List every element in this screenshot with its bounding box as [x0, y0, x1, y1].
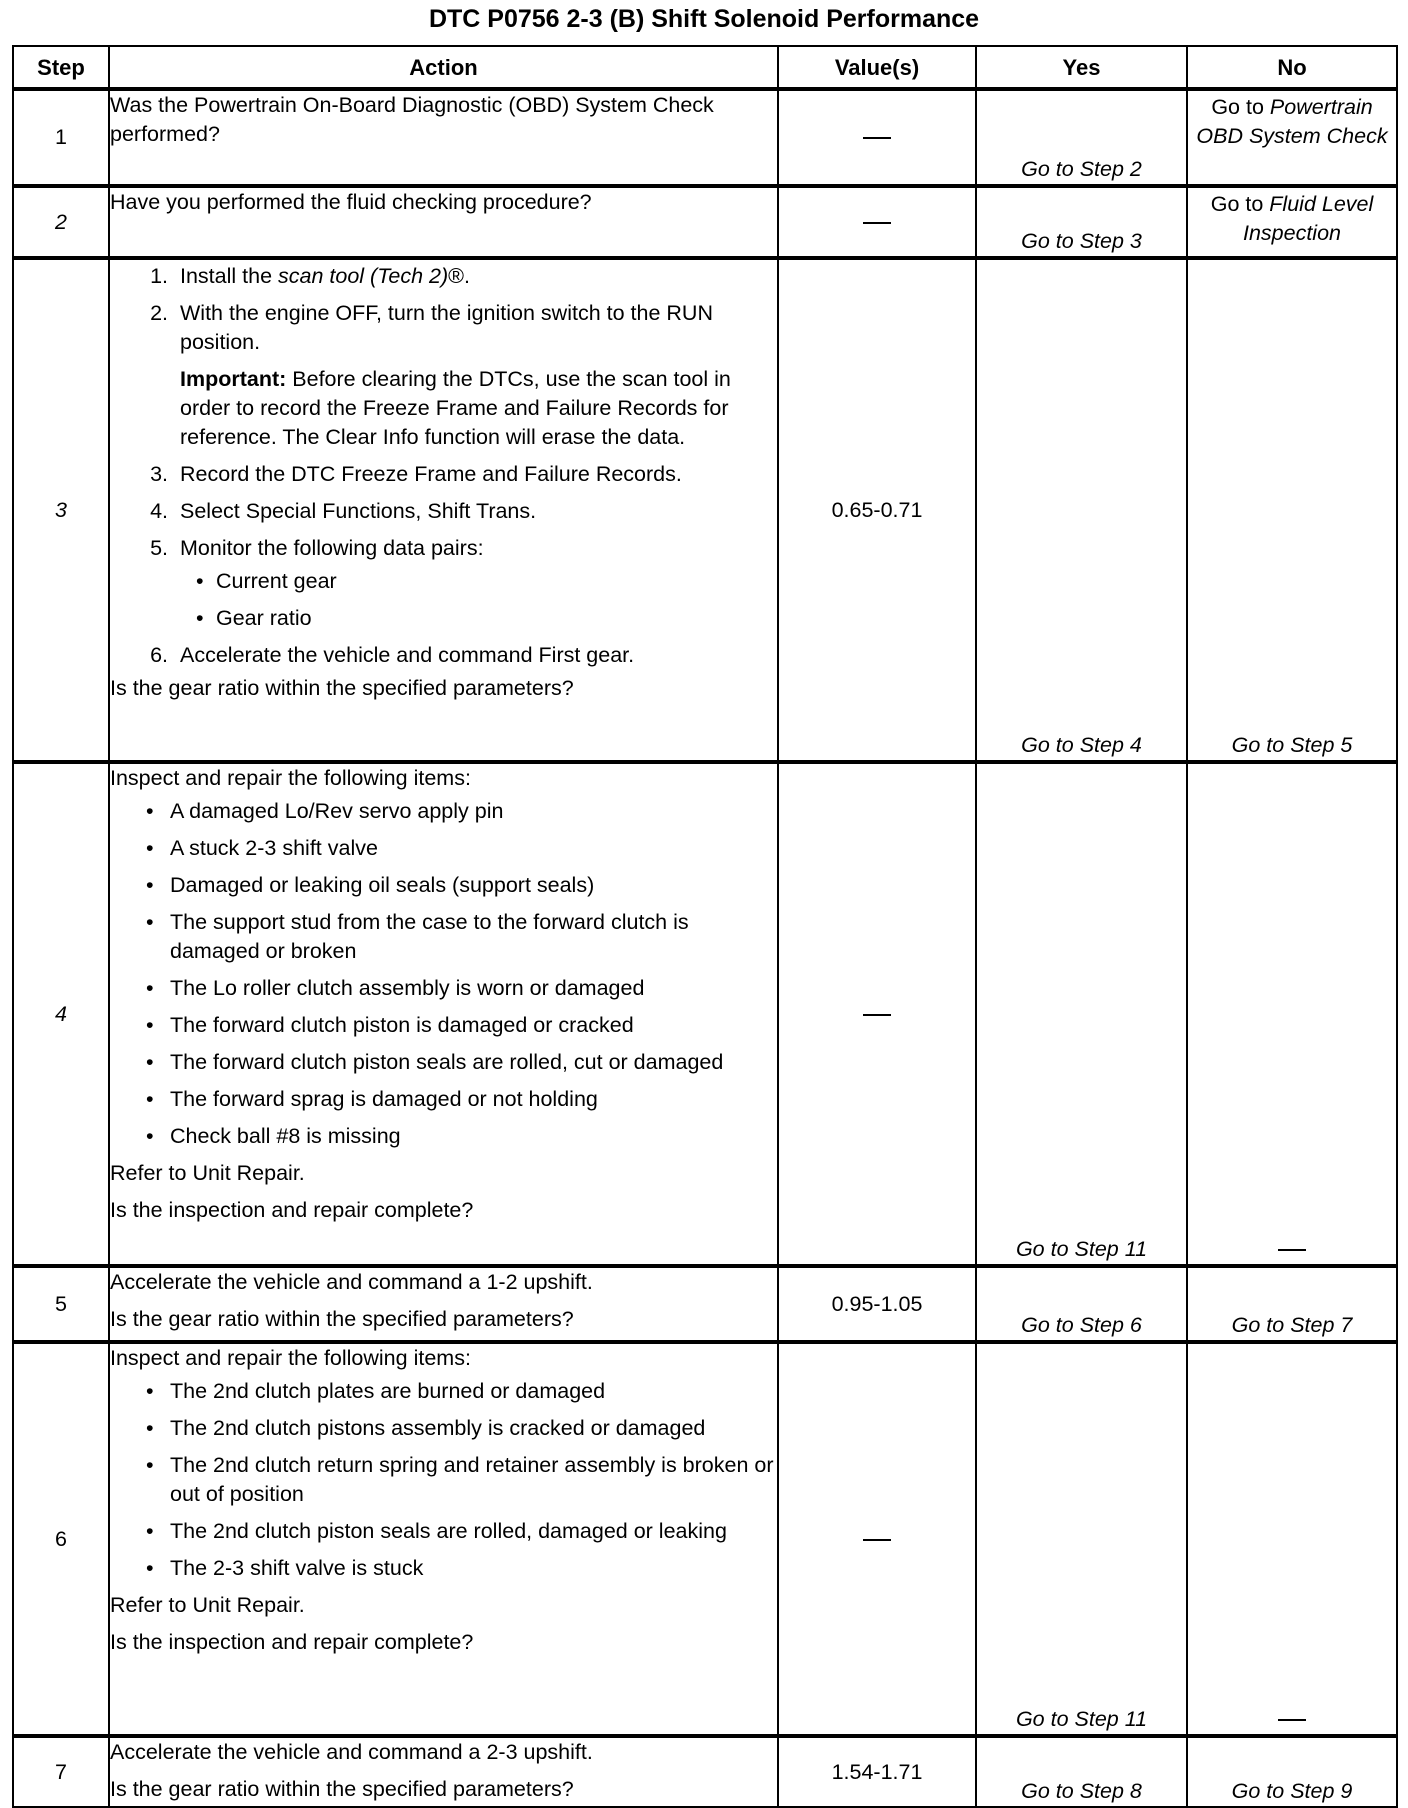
item-text: With the engine OFF, turn the ignition switch to the RUN position.: [180, 301, 713, 354]
list-item: • The support stud from the case to the forward clutch is damaged or broken: [170, 908, 777, 966]
value-cell: 1.54-1.71: [778, 1736, 976, 1807]
inspection-list: [110, 1377, 777, 1583]
action-cell: [109, 1266, 778, 1342]
empty-dash: [863, 1539, 891, 1541]
no-reference: Powertrain OBD System Check: [1196, 95, 1388, 148]
step-number: 2: [13, 186, 109, 258]
step-number: 4: [13, 762, 109, 1266]
list-item: • The 2nd clutch plates are burned or damaged: [170, 1377, 777, 1406]
step-number: 3: [13, 258, 109, 762]
yes-cell: Go to Step 3: [976, 186, 1187, 258]
important-label: Important:: [180, 367, 287, 391]
action-refer: Refer to Unit Repair.: [110, 1593, 305, 1617]
list-item: • The forward sprag is damaged or not holding: [170, 1085, 777, 1114]
item-text: Monitor the following data pairs:: [180, 536, 484, 560]
no-cell: Go to Step 7: [1187, 1266, 1397, 1342]
empty-dash: [1278, 1249, 1306, 1251]
action-cell: [109, 186, 778, 258]
step-number: 6: [13, 1342, 109, 1736]
list-item: • The forward clutch piston seals are rolled, cut or damaged: [170, 1048, 777, 1077]
diagnostic-table: [12, 45, 1398, 1808]
empty-dash: [863, 1014, 891, 1016]
action-refer: Refer to Unit Repair.: [110, 1161, 305, 1185]
value-cell: [778, 89, 976, 186]
table-row: [13, 89, 1397, 186]
action-intro: Inspect and repair the following items:: [110, 766, 471, 790]
list-item: • The 2nd clutch pistons assembly is cracked or damaged: [170, 1414, 777, 1443]
table-row: [13, 762, 1397, 1266]
procedure-item: [174, 262, 777, 291]
action-instruction: Accelerate the vehicle and command a 1-2 upshift.: [110, 1270, 593, 1294]
action-cell: [109, 762, 778, 1266]
list-item: • The forward clutch piston is damaged or cracked: [170, 1011, 777, 1040]
list-item: • Check ball #8 is missing: [170, 1122, 777, 1151]
action-cell: [109, 1736, 778, 1807]
value-cell: 0.95-1.05: [778, 1266, 976, 1342]
data-pairs-list: [180, 567, 777, 633]
action-question: Is the gear ratio within the specified parameters?: [110, 676, 574, 700]
procedure-item: 3. Record the DTC Freeze Frame and Failure Records.: [174, 460, 777, 489]
list-item: • Gear ratio: [216, 604, 777, 633]
procedure-item: 4. Select Special Functions, Shift Trans.: [174, 497, 777, 526]
inspection-list: [110, 797, 777, 1151]
table-header-row: [13, 46, 1397, 89]
header-values: Value(s): [778, 46, 976, 89]
action-cell: [109, 1342, 778, 1736]
list-item: • The 2nd clutch return spring and retainer assembly is broken or out of position: [170, 1451, 777, 1509]
header-step: Step: [13, 46, 109, 89]
procedure-item: 6. Accelerate the vehicle and command First gear.: [174, 641, 777, 670]
table-row: [13, 186, 1397, 258]
action-question: Have you performed the fluid checking procedure?: [110, 190, 592, 214]
action-question: Is the inspection and repair complete?: [110, 1630, 474, 1654]
procedure-item: [174, 299, 777, 452]
list-item: • A stuck 2-3 shift valve: [170, 834, 777, 863]
list-item: • Damaged or leaking oil seals (support seals): [170, 871, 777, 900]
header-action: Action: [109, 46, 778, 89]
table-row: [13, 1266, 1397, 1342]
empty-dash: [863, 222, 891, 224]
no-cell: [1187, 186, 1397, 258]
no-cell: [1187, 762, 1397, 1266]
action-cell: [109, 89, 778, 186]
table-row: [13, 258, 1397, 762]
item-emphasis: scan tool (Tech 2): [278, 264, 449, 288]
no-prefix: Go to: [1211, 95, 1264, 119]
action-intro: Inspect and repair the following items:: [110, 1346, 471, 1370]
no-cell: [1187, 1342, 1397, 1736]
action-question: Was the Powertrain On-Board Diagnostic (OBD) System Check performed?: [110, 93, 714, 146]
step-number: 5: [13, 1266, 109, 1342]
empty-dash: [863, 137, 891, 139]
no-cell: [1187, 89, 1397, 186]
action-question: Is the gear ratio within the specified parameters?: [110, 1307, 574, 1331]
value-cell: 0.65-0.71: [778, 258, 976, 762]
document-title: DTC P0756 2-3 (B) Shift Solenoid Performance: [428, 5, 980, 33]
step-number: 7: [13, 1736, 109, 1807]
yes-cell: Go to Step 2: [976, 89, 1187, 186]
step-number: 1: [13, 89, 109, 186]
list-item: • A damaged Lo/Rev servo apply pin: [170, 797, 777, 826]
item-suffix: ®.: [448, 264, 470, 288]
item-text: Install the: [180, 264, 273, 288]
yes-cell: Go to Step 11: [976, 1342, 1187, 1736]
important-text: Before clearing the DTCs, use the scan tool in order to record the Freeze Frame and Failure Records for reference. The Clear Info function will erase the data.: [180, 367, 731, 449]
no-prefix: Go to: [1210, 192, 1264, 216]
yes-cell: Go to Step 8: [976, 1736, 1187, 1807]
action-instruction: Accelerate the vehicle and command a 2-3 upshift.: [110, 1740, 593, 1764]
list-item: • The 2nd clutch piston seals are rolled, damaged or leaking: [170, 1517, 777, 1546]
yes-cell: Go to Step 6: [976, 1266, 1187, 1342]
value-cell: [778, 1342, 976, 1736]
yes-cell: Go to Step 4: [976, 258, 1187, 762]
yes-cell: Go to Step 11: [976, 762, 1187, 1266]
procedure-item: [174, 534, 777, 633]
no-cell: Go to Step 9: [1187, 1736, 1397, 1807]
empty-dash: [1278, 1719, 1306, 1721]
header-yes: Yes: [976, 46, 1187, 89]
header-no: No: [1187, 46, 1397, 89]
important-note: [180, 365, 777, 452]
table-row: [13, 1342, 1397, 1736]
action-cell: [109, 258, 778, 762]
value-cell: [778, 762, 976, 1266]
list-item: • The 2-3 shift valve is stuck: [170, 1554, 777, 1583]
list-item: • The Lo roller clutch assembly is worn or damaged: [170, 974, 777, 1003]
no-cell: Go to Step 5: [1187, 258, 1397, 762]
procedure-list: [110, 262, 777, 670]
list-item: • Current gear: [216, 567, 777, 596]
value-cell: [778, 186, 976, 258]
action-question: Is the gear ratio within the specified parameters?: [110, 1777, 574, 1801]
table-row: [13, 1736, 1397, 1807]
no-reference: Fluid Level Inspection: [1242, 192, 1374, 245]
action-question: Is the inspection and repair complete?: [110, 1198, 474, 1222]
